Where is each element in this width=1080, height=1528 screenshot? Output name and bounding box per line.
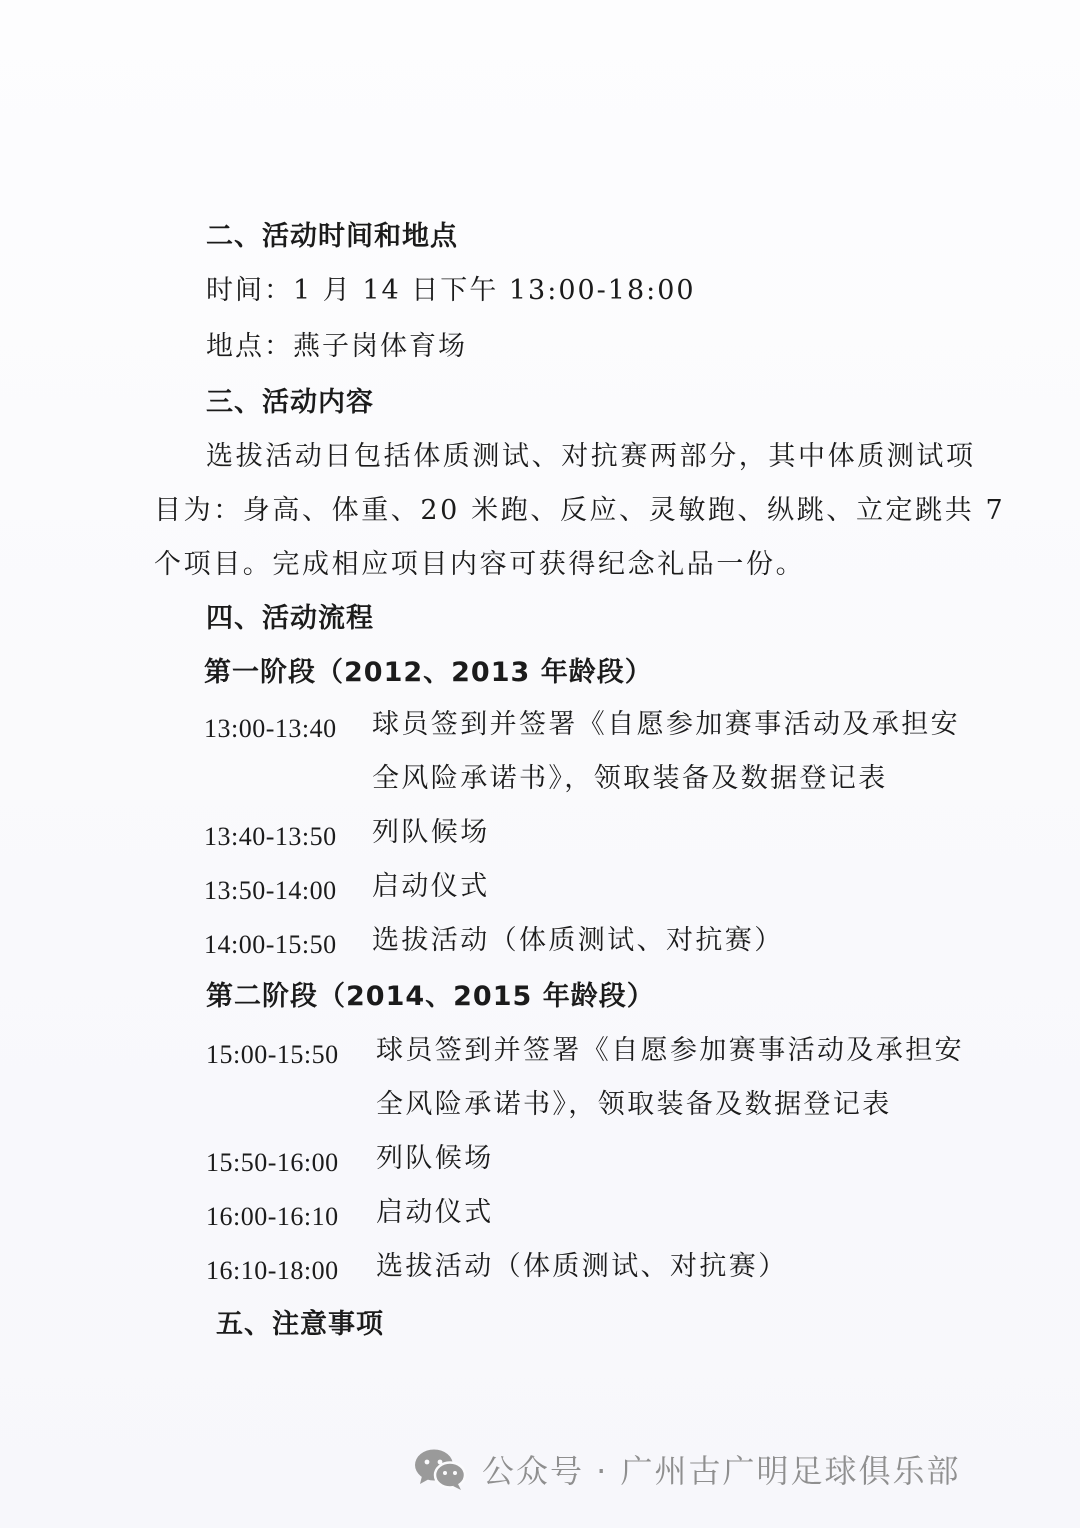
- content-paragraph-line-3: 个项目。完成相应项目内容可获得纪念礼品一份。: [154, 549, 806, 580]
- schedule-desc: 列队候场: [372, 817, 490, 848]
- schedule-time: 15:00-15:50: [206, 1040, 339, 1069]
- content-paragraph-line-2: 目为：身高、体重、20 米跑、反应、灵敏跑、纵跳、立定跳共 7: [154, 495, 1006, 526]
- schedule-desc: 启动仪式: [376, 1197, 494, 1228]
- schedule-desc: 选拔活动（体质测试、对抗赛）: [376, 1251, 788, 1282]
- schedule-desc: 启动仪式: [372, 871, 490, 902]
- schedule-desc-continued: 全风险承诺书》，领取装备及数据登记表: [372, 763, 888, 794]
- schedule-time: 14:00-15:50: [204, 930, 337, 959]
- watermark-text: 公众号 · 广州古广明足球俱乐部: [482, 1452, 961, 1490]
- schedule-desc: 选拔活动（体质测试、对抗赛）: [372, 925, 784, 956]
- section-3-heading: 三、活动内容: [206, 387, 374, 418]
- schedule-time: 13:50-14:00: [204, 876, 337, 905]
- stage-2-title: 第二阶段（2014、2015 年龄段）: [206, 981, 655, 1012]
- schedule-time: 16:10-18:00: [206, 1256, 339, 1285]
- schedule-desc: 列队候场: [376, 1143, 494, 1174]
- schedule-desc-continued: 全风险承诺书》，领取装备及数据登记表: [376, 1089, 892, 1120]
- section-5-heading: 五、注意事项: [216, 1309, 384, 1340]
- activity-time-line: 时间：1 月 14 日下午 13:00-18:00: [206, 275, 696, 306]
- schedule-desc: 球员签到并签署《自愿参加赛事活动及承担安: [372, 709, 960, 740]
- schedule-time: 13:40-13:50: [204, 822, 337, 851]
- schedule-desc: 球员签到并签署《自愿参加赛事活动及承担安: [376, 1035, 964, 1066]
- stage-1-title: 第一阶段（2012、2013 年龄段）: [204, 657, 653, 688]
- schedule-time: 16:00-16:10: [206, 1202, 339, 1231]
- schedule-time: 15:50-16:00: [206, 1148, 339, 1177]
- wechat-icon: [412, 1446, 468, 1492]
- wechat-watermark: [412, 1446, 961, 1492]
- activity-place-line: 地点：燕子岗体育场: [206, 331, 467, 362]
- section-4-heading: 四、活动流程: [206, 603, 374, 634]
- content-paragraph-line-1: 选拔活动日包括体质测试、对抗赛两部分，其中体质测试项: [206, 441, 976, 472]
- schedule-time: 13:00-13:40: [204, 714, 337, 743]
- section-2-heading: 二、活动时间和地点: [206, 221, 458, 252]
